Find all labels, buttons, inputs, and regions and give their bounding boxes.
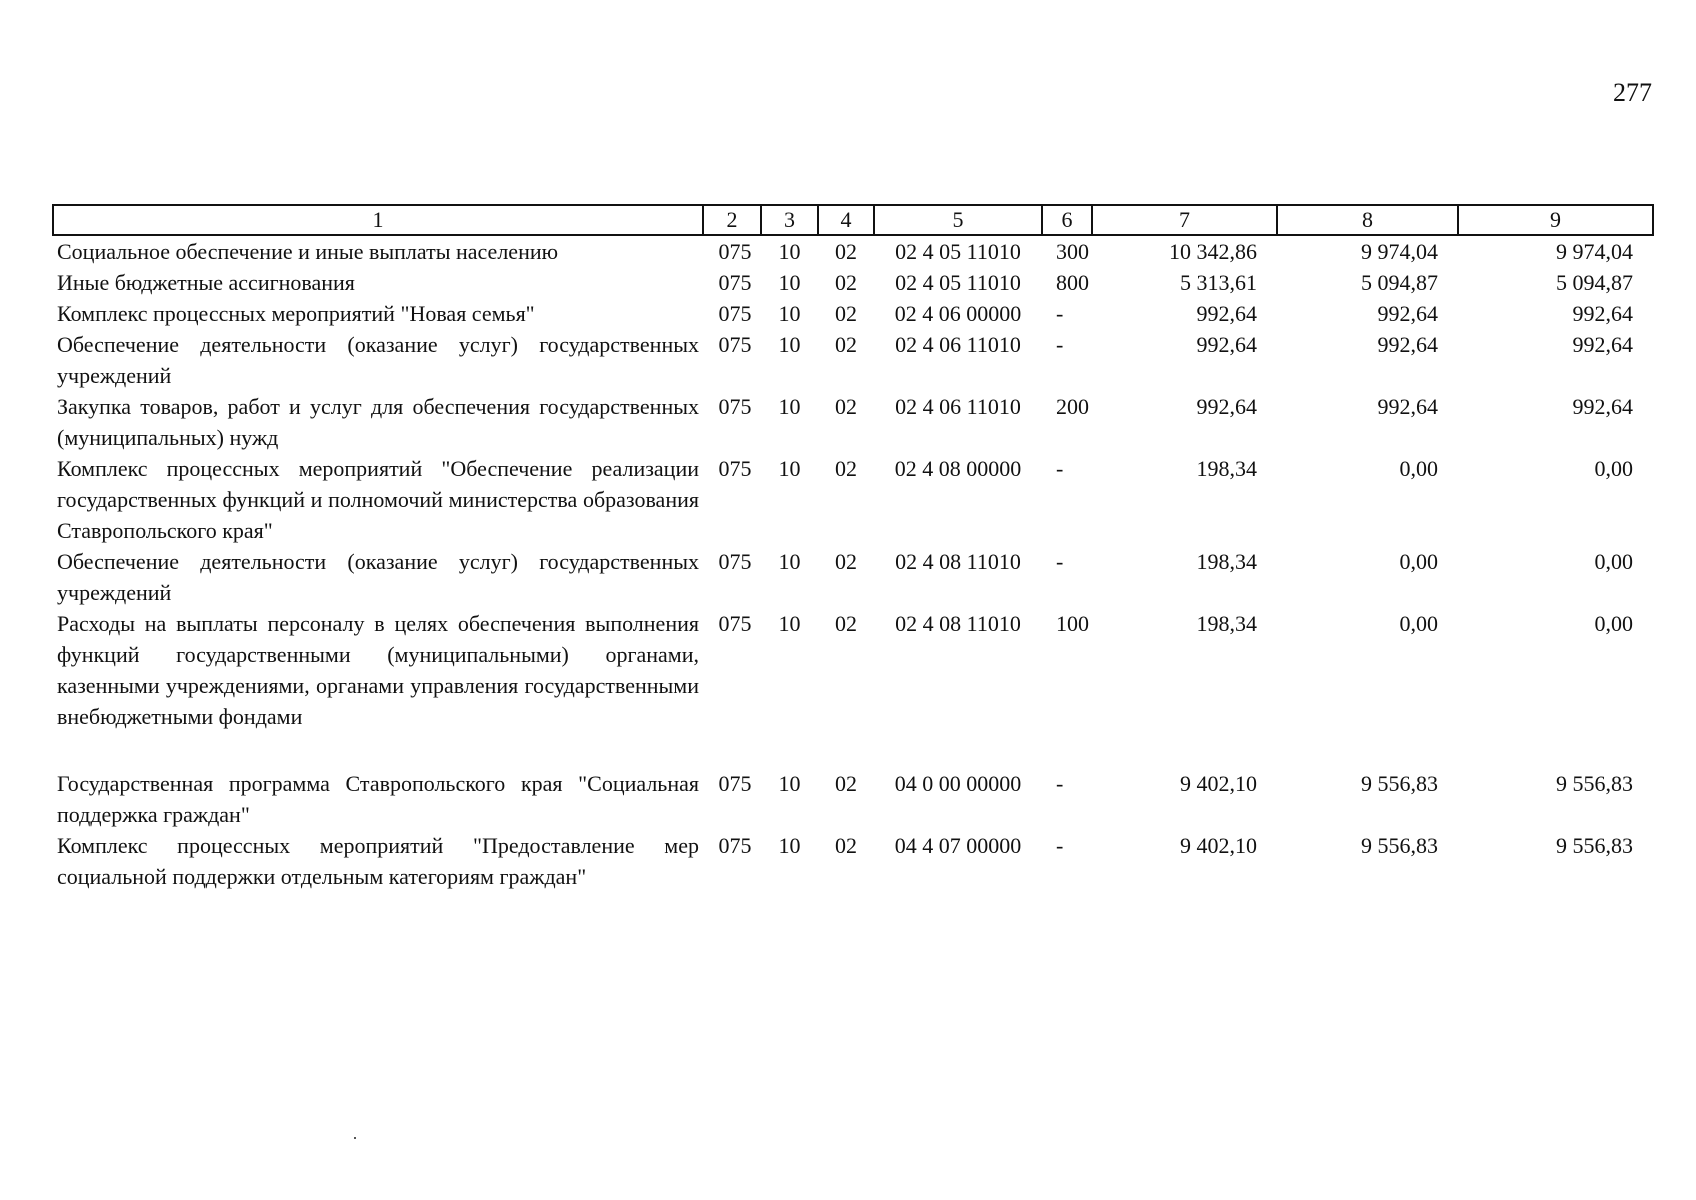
row-col2-cell: 075 <box>718 270 752 295</box>
row-col3-cell: 10 <box>778 549 801 574</box>
row-col4-cell: 02 <box>835 332 857 357</box>
row-col2-cell: 075 <box>718 833 752 858</box>
row-col8-cell: 9 556,83 <box>1361 833 1438 858</box>
row-col9-cell: 0,00 <box>1594 549 1633 574</box>
row-col6-cell: - <box>1056 833 1064 858</box>
table-row <box>53 608 1653 732</box>
row-col2-cell: 075 <box>718 456 752 481</box>
column-header: 1 <box>53 205 703 235</box>
row-code-cell: 02 4 06 11010 <box>895 394 1021 419</box>
scan-speck <box>354 1137 356 1139</box>
row-col2-cell: 075 <box>718 239 752 264</box>
row-spacer <box>53 732 1653 768</box>
row-col3-cell: 10 <box>778 394 801 419</box>
row-col6-cell: 100 <box>1056 611 1089 636</box>
spacer-cell <box>53 732 1653 768</box>
row-col4-cell: 02 <box>835 456 857 481</box>
row-col9-cell: 992,64 <box>1572 394 1633 419</box>
row-col8-cell: 9 556,83 <box>1361 771 1438 796</box>
table-row <box>53 235 1653 267</box>
row-code-cell: 02 4 08 00000 <box>894 456 1022 481</box>
row-col4-cell: 02 <box>835 833 857 858</box>
column-header: 4 <box>818 205 874 235</box>
row-col7-cell: 9 402,10 <box>1180 771 1257 796</box>
row-code-cell: 02 4 05 11010 <box>895 239 1021 264</box>
row-col7-cell: 10 342,86 <box>1169 239 1257 264</box>
row-name-cell: Иные бюджетные ассигнования <box>57 270 355 295</box>
row-col9-cell: 5 094,87 <box>1556 270 1633 295</box>
row-col8-cell: 9 974,04 <box>1361 239 1438 264</box>
row-col9-cell: 9 974,04 <box>1556 239 1633 264</box>
column-header: 7 <box>1092 205 1277 235</box>
row-col8-cell: 0,00 <box>1399 456 1438 481</box>
row-col7-cell: 9 402,10 <box>1180 833 1257 858</box>
table-row <box>53 298 1653 329</box>
row-code-cell: 04 4 07 00000 <box>894 833 1022 858</box>
row-code-cell: 02 4 06 11010 <box>895 332 1021 357</box>
row-col7-cell: 992,64 <box>1196 301 1257 326</box>
row-col7-cell: 992,64 <box>1196 332 1257 357</box>
row-col6-cell: - <box>1056 332 1064 357</box>
row-code-cell: 02 4 06 00000 <box>894 301 1022 326</box>
row-col8-cell: 992,64 <box>1377 394 1438 419</box>
table-body <box>53 235 1653 892</box>
row-col4-cell: 02 <box>835 611 857 636</box>
row-name-cell: Комплекс процессных мероприятий "Новая семья" <box>57 301 535 326</box>
row-col6-cell: - <box>1056 549 1064 574</box>
row-code-cell: 02 4 08 11010 <box>895 611 1021 636</box>
table-row <box>53 830 1653 892</box>
row-col6-cell: - <box>1056 301 1064 326</box>
row-col3-cell: 10 <box>778 611 801 636</box>
row-col3-cell: 10 <box>778 771 801 796</box>
row-name-cell: Расходы на выплаты персоналу в целях обеспечения выполнения функций государственными (муниципальными) органами, казенными учреждениями, органами управления государственными внебюджетными фондами <box>57 611 699 729</box>
row-name-cell: Социальное обеспечение и иные выплаты населению <box>57 239 559 264</box>
column-header: 5 <box>874 205 1042 235</box>
row-col4-cell: 02 <box>835 549 857 574</box>
row-col3-cell: 10 <box>778 301 801 326</box>
row-col7-cell: 5 313,61 <box>1180 270 1257 295</box>
table-row <box>53 391 1653 453</box>
row-col7-cell: 992,64 <box>1196 394 1257 419</box>
table-header-row <box>53 205 1653 235</box>
row-col8-cell: 5 094,87 <box>1361 270 1438 295</box>
row-col6-cell: - <box>1056 771 1064 796</box>
row-col7-cell: 198,34 <box>1196 456 1257 481</box>
row-col2-cell: 075 <box>718 611 752 636</box>
row-name-cell: Обеспечение деятельности (оказание услуг) государственных учреждений <box>57 549 699 605</box>
row-name-cell: Обеспечение деятельности (оказание услуг) государственных учреждений <box>57 332 699 388</box>
row-code-cell: 02 4 05 11010 <box>895 270 1021 295</box>
row-col2-cell: 075 <box>718 549 752 574</box>
row-col8-cell: 0,00 <box>1399 549 1438 574</box>
row-code-cell: 04 0 00 00000 <box>894 771 1022 796</box>
row-col9-cell: 9 556,83 <box>1556 833 1633 858</box>
row-col3-cell: 10 <box>778 239 801 264</box>
row-col6-cell: 800 <box>1056 270 1089 295</box>
row-col9-cell: 0,00 <box>1594 611 1633 636</box>
row-col9-cell: 992,64 <box>1572 332 1633 357</box>
table-row <box>53 329 1653 391</box>
row-col3-cell: 10 <box>778 270 801 295</box>
row-col9-cell: 992,64 <box>1572 301 1633 326</box>
row-col2-cell: 075 <box>718 332 752 357</box>
row-col4-cell: 02 <box>835 301 857 326</box>
row-col7-cell: 198,34 <box>1196 611 1257 636</box>
table-row <box>53 546 1653 608</box>
row-col9-cell: 0,00 <box>1594 456 1633 481</box>
row-name-cell: Закупка товаров, работ и услуг для обеспечения государственных (муниципальных) нужд <box>57 394 699 450</box>
row-col4-cell: 02 <box>835 239 857 264</box>
row-col2-cell: 075 <box>718 771 752 796</box>
column-header: 9 <box>1458 205 1653 235</box>
table-row <box>53 768 1653 830</box>
table-row <box>53 267 1653 298</box>
budget-table <box>52 204 1654 892</box>
row-col2-cell: 075 <box>718 301 752 326</box>
row-col8-cell: 0,00 <box>1399 611 1438 636</box>
row-code-cell: 02 4 08 11010 <box>895 549 1021 574</box>
row-col4-cell: 02 <box>835 771 857 796</box>
row-col3-cell: 10 <box>778 456 801 481</box>
row-col3-cell: 10 <box>778 332 801 357</box>
column-header: 2 <box>703 205 761 235</box>
column-header: 6 <box>1042 205 1092 235</box>
row-name-cell: Комплекс процессных мероприятий "Предоставление мер социальной поддержки отдельным категориям граждан" <box>57 833 699 889</box>
row-col7-cell: 198,34 <box>1196 549 1257 574</box>
page-number: 277 <box>1613 78 1652 107</box>
column-header: 3 <box>761 205 818 235</box>
row-col8-cell: 992,64 <box>1377 301 1438 326</box>
row-col6-cell: 300 <box>1056 239 1089 264</box>
column-header: 8 <box>1277 205 1458 235</box>
row-name-cell: Государственная программа Ставропольского края "Социальная поддержка граждан" <box>57 771 699 827</box>
row-col3-cell: 10 <box>778 833 801 858</box>
row-col2-cell: 075 <box>718 394 752 419</box>
row-col4-cell: 02 <box>835 394 857 419</box>
table-row <box>53 453 1653 546</box>
row-col6-cell: - <box>1056 456 1064 481</box>
row-col9-cell: 9 556,83 <box>1556 771 1633 796</box>
row-col8-cell: 992,64 <box>1377 332 1438 357</box>
row-col4-cell: 02 <box>835 270 857 295</box>
row-name-cell: Комплекс процессных мероприятий "Обеспечение реализации государственных функций и полномочий министерства образования Ставропольского края" <box>57 456 699 543</box>
row-col6-cell: 200 <box>1056 394 1089 419</box>
